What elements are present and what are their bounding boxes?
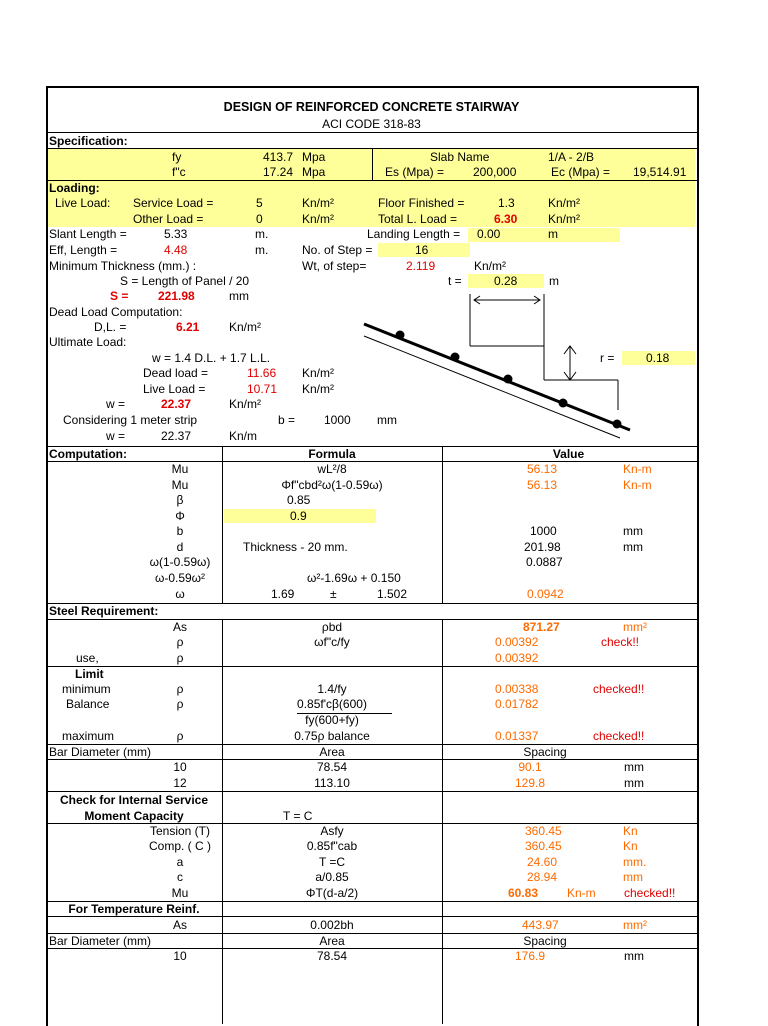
- comp-value: 56.13: [527, 462, 558, 476]
- b-label: b =: [278, 413, 296, 427]
- fy-unit: Mpa: [302, 150, 326, 164]
- page-title: DESIGN OF REINFORCED CONCRETE STAIRWAY: [223, 100, 520, 114]
- specification-heading: Specification:: [49, 134, 128, 148]
- landing-length-label: Landing Length =: [367, 227, 461, 241]
- temp-as-symbol: As: [172, 918, 187, 932]
- landing-length-value: 0.00: [477, 227, 501, 241]
- as-unit: mm²: [623, 620, 647, 634]
- rho-value: 0.00392: [495, 635, 539, 649]
- unit-label: m.: [255, 227, 269, 241]
- use-label: use,: [76, 651, 99, 665]
- computation-heading: Computation:: [49, 447, 127, 461]
- moment-heading-1: Check for Internal Service: [59, 793, 209, 807]
- unit-label: Kn/m²: [474, 259, 507, 273]
- comp-value: 1000: [530, 524, 557, 538]
- comp-unit: Kn-m: [623, 478, 652, 492]
- minimum-symbol: ρ: [176, 682, 184, 696]
- unit-label: Kn/m²: [302, 212, 335, 226]
- unit-label: Kn/m²: [302, 382, 335, 396]
- comp-symbol: β: [176, 493, 184, 507]
- balance-label: Balance: [66, 697, 110, 711]
- moment-symbol: a: [176, 855, 184, 869]
- dead-load-heading: Dead Load Computation:: [49, 305, 183, 319]
- omega-b: 1.502: [377, 587, 408, 601]
- mu-value: 60.83: [508, 886, 539, 900]
- formula-header: Formula: [308, 447, 356, 461]
- mu-formula: ΦT(d-a/2): [305, 886, 359, 900]
- s-label: S =: [110, 289, 129, 303]
- comp-symbol: d: [176, 540, 184, 554]
- temp-bar-label: Bar Diameter (mm): [49, 934, 152, 948]
- maximum-note: checked!!: [593, 729, 645, 743]
- stair-diagram: [360, 288, 660, 448]
- comp-formula: Thickness - 20 mm.: [243, 540, 348, 554]
- comp-symbol: ω-0.59ω²: [154, 571, 206, 585]
- t-value: 0.28: [494, 274, 518, 288]
- limit-heading: Limit: [75, 667, 104, 681]
- moment-formula: T =C: [318, 855, 346, 869]
- omega-a: 1.69: [271, 587, 295, 601]
- omega-symbol: ω: [175, 587, 185, 601]
- wt-step-label: Wt, of step=: [302, 259, 367, 273]
- as-formula: ρbd: [321, 620, 343, 634]
- moment-value: 24.60: [527, 855, 558, 869]
- fy-value: 413.7: [263, 150, 294, 164]
- temp-bar-area: 78.54: [316, 949, 348, 963]
- maximum-label: maximum: [62, 729, 115, 743]
- temp-spacing-header: Spacing: [523, 934, 567, 948]
- floor-finished-label: Floor Finished =: [378, 196, 465, 210]
- floor-finished-value: 1.3: [498, 196, 515, 210]
- moment-value: 28.94: [527, 870, 558, 884]
- unit-label: Kn/m: [229, 429, 258, 443]
- comp-formula: 0.85: [287, 493, 311, 507]
- unit-label: m: [549, 274, 559, 288]
- moment-formula: Asfy: [320, 824, 344, 838]
- moment-symbol: c: [177, 870, 183, 884]
- es-value: 200,000: [473, 165, 517, 179]
- dead-load-label: Dead load =: [143, 366, 209, 380]
- b-value: 1000: [324, 413, 351, 427]
- minimum-note: checked!!: [593, 682, 645, 696]
- live-load-label: Live Load:: [55, 196, 111, 210]
- bar-area: 113.10: [314, 776, 350, 790]
- dead-load-value: 11.66: [247, 366, 277, 380]
- omega-pm: ±: [330, 587, 337, 601]
- slant-length-label: Slant Length =: [49, 227, 127, 241]
- as-value: 871.27: [523, 620, 560, 634]
- comp-unit: mm: [623, 524, 643, 538]
- balance-value: 0.01782: [495, 697, 539, 711]
- comp-value: 56.13: [527, 478, 558, 492]
- spacing-header: Spacing: [523, 745, 567, 759]
- steel-heading: Steel Requirement:: [49, 604, 159, 618]
- eff-length-value: 4.48: [164, 243, 188, 257]
- s-value: 221.98: [158, 289, 195, 303]
- bar-diameter: 12: [173, 776, 187, 790]
- es-label: Es (Mpa) =: [385, 165, 445, 179]
- minimum-label: minimum: [62, 682, 111, 696]
- omega-value: 0.0942: [527, 587, 564, 601]
- ultimate-load-heading: Ultimate Load:: [49, 335, 127, 349]
- mu-symbol: Mu: [171, 886, 189, 900]
- rho-formula: ωf"c/fy: [314, 635, 350, 649]
- w-value: 22.37: [161, 397, 192, 411]
- eff-length-label: Eff, Length =: [49, 243, 118, 257]
- moment-value: 360.45: [525, 824, 562, 838]
- unit-label: Kn/m²: [302, 366, 335, 380]
- w2-value: 22.37: [161, 429, 192, 443]
- unit-label: mm: [377, 413, 397, 427]
- r-value: 0.18: [646, 351, 670, 365]
- comp-symbol: Mu: [171, 478, 189, 492]
- comp-symbol: b: [176, 524, 184, 538]
- balance-denominator: fy(600+fy): [305, 713, 359, 727]
- balance-symbol: ρ: [176, 697, 184, 711]
- minimum-value: 0.00338: [495, 682, 539, 696]
- fc-label: f"c: [172, 165, 186, 179]
- bar-diameter: 10: [173, 760, 187, 774]
- comp-unit: Kn-m: [623, 462, 652, 476]
- service-load-label: Service Load =: [133, 196, 214, 210]
- ec-value: 19,514.91: [633, 165, 687, 179]
- comp-formula: wL²/8: [317, 462, 347, 476]
- steps-label: No. of Step =: [302, 243, 373, 257]
- bar-area: 78.54: [316, 760, 348, 774]
- comp-value: 201.98: [524, 540, 561, 554]
- other-load-label: Other Load =: [133, 212, 204, 226]
- fy-label: fy: [172, 150, 182, 164]
- moment-formula: 0.85f"cab: [306, 839, 358, 853]
- strip-label: Considering 1 meter strip: [63, 413, 198, 427]
- steps-value: 16: [415, 243, 429, 257]
- unit-label: Kn/m²: [548, 212, 581, 226]
- bar-unit: mm: [624, 776, 644, 790]
- moment-heading-2: Moment Capacity: [84, 809, 184, 823]
- comp-formula: Φf"cbd²ω(1-0.59ω): [281, 478, 383, 492]
- unit-label: mm: [229, 289, 249, 303]
- other-load-value: 0: [256, 212, 263, 226]
- comp-unit: mm: [623, 540, 643, 554]
- moment-tc: T = C: [283, 809, 313, 823]
- comp-symbol: Φ: [175, 509, 185, 523]
- maximum-symbol: ρ: [176, 729, 184, 743]
- temp-heading: For Temperature Reinf.: [68, 902, 200, 916]
- maximum-formula: 0.75ρ balance: [294, 729, 370, 743]
- bar-unit: mm: [624, 760, 644, 774]
- unit-label: m: [548, 227, 558, 241]
- wt-step-value: 2.119: [406, 259, 436, 273]
- dl-value: 6.21: [176, 320, 200, 334]
- rho-symbol: ρ: [176, 635, 184, 649]
- temp-as-formula: 0.002bh: [310, 918, 354, 932]
- slab-value: 1/A - 2/B: [548, 150, 595, 164]
- as-symbol: As: [172, 620, 187, 634]
- moment-unit: Kn: [623, 824, 638, 838]
- temp-bar-diameter: 10: [173, 949, 187, 963]
- moment-symbol: Comp. ( C ): [148, 839, 211, 853]
- use-value: 0.00392: [495, 651, 539, 665]
- mu-unit: Kn-m: [567, 886, 596, 900]
- service-load-value: 5: [256, 196, 263, 210]
- balance-numerator: 0.85f'cβ(600): [297, 697, 367, 711]
- comp-value: 0.0887: [526, 555, 563, 569]
- comp-formula: 0.9: [290, 509, 307, 523]
- moment-unit: Kn: [623, 839, 638, 853]
- comp-symbol: ω(1-0.59ω): [149, 555, 211, 569]
- ec-label: Ec (Mpa) =: [551, 165, 611, 179]
- minimum-formula: 1.4/fy: [317, 682, 347, 696]
- unit-label: m.: [255, 243, 269, 257]
- code-subtitle: ACI CODE 318-83: [322, 117, 421, 131]
- temp-bar-unit: mm: [624, 949, 644, 963]
- moment-formula: a/0.85: [315, 870, 349, 884]
- w-formula: w = 1.4 D.L. + 1.7 L.L.: [152, 351, 271, 365]
- use-symbol: ρ: [176, 651, 184, 665]
- temp-as-value: 443.97: [522, 918, 559, 932]
- slant-length-value: 5.33: [164, 227, 188, 241]
- r-label: r =: [600, 351, 615, 365]
- min-thickness-label: Minimum Thickness (mm.) :: [49, 259, 197, 273]
- moment-unit: mm.: [623, 855, 647, 869]
- area-header: Area: [319, 745, 345, 759]
- dl-label: D,L. =: [94, 320, 127, 334]
- live-load2-label: Live Load =: [143, 382, 206, 396]
- rho-note: check!!: [601, 635, 640, 649]
- total-load-label: Total L. Load =: [378, 212, 458, 226]
- maximum-value: 0.01337: [495, 729, 539, 743]
- comp-symbol: Mu: [171, 462, 189, 476]
- slab-label: Slab Name: [430, 150, 490, 164]
- t-label: t =: [448, 274, 462, 288]
- temp-bar-spacing: 176.9: [514, 949, 546, 963]
- temp-as-unit: mm²: [623, 918, 647, 932]
- total-load-value: 6.30: [494, 212, 518, 226]
- fc-value: 17.24: [263, 165, 294, 179]
- unit-label: Kn/m²: [229, 397, 262, 411]
- unit-label: Kn/m²: [302, 196, 335, 210]
- bar-spacing: 90.1: [518, 760, 542, 774]
- fc-unit: Mpa: [302, 165, 326, 179]
- live-load2-value: 10.71: [247, 382, 278, 396]
- w-label: w =: [106, 397, 126, 411]
- unit-label: Kn/m²: [548, 196, 581, 210]
- w2-label: w =: [106, 429, 126, 443]
- s-formula: S = Length of Panel / 20: [120, 274, 250, 288]
- moment-unit: mm: [623, 870, 643, 884]
- bar-spacing: 129.8: [514, 776, 546, 790]
- loading-heading: Loading:: [49, 181, 100, 195]
- mu-note: checked!!: [624, 886, 676, 900]
- unit-label: Kn/m²: [229, 320, 262, 334]
- moment-symbol: Tension (T): [149, 824, 211, 838]
- moment-value: 360.45: [525, 839, 562, 853]
- temp-area-header: Area: [319, 934, 345, 948]
- comp-formula: ω²-1.69ω + 0.150: [307, 571, 401, 585]
- bar-diameter-label: Bar Diameter (mm): [49, 745, 152, 759]
- value-header: Value: [552, 447, 585, 461]
